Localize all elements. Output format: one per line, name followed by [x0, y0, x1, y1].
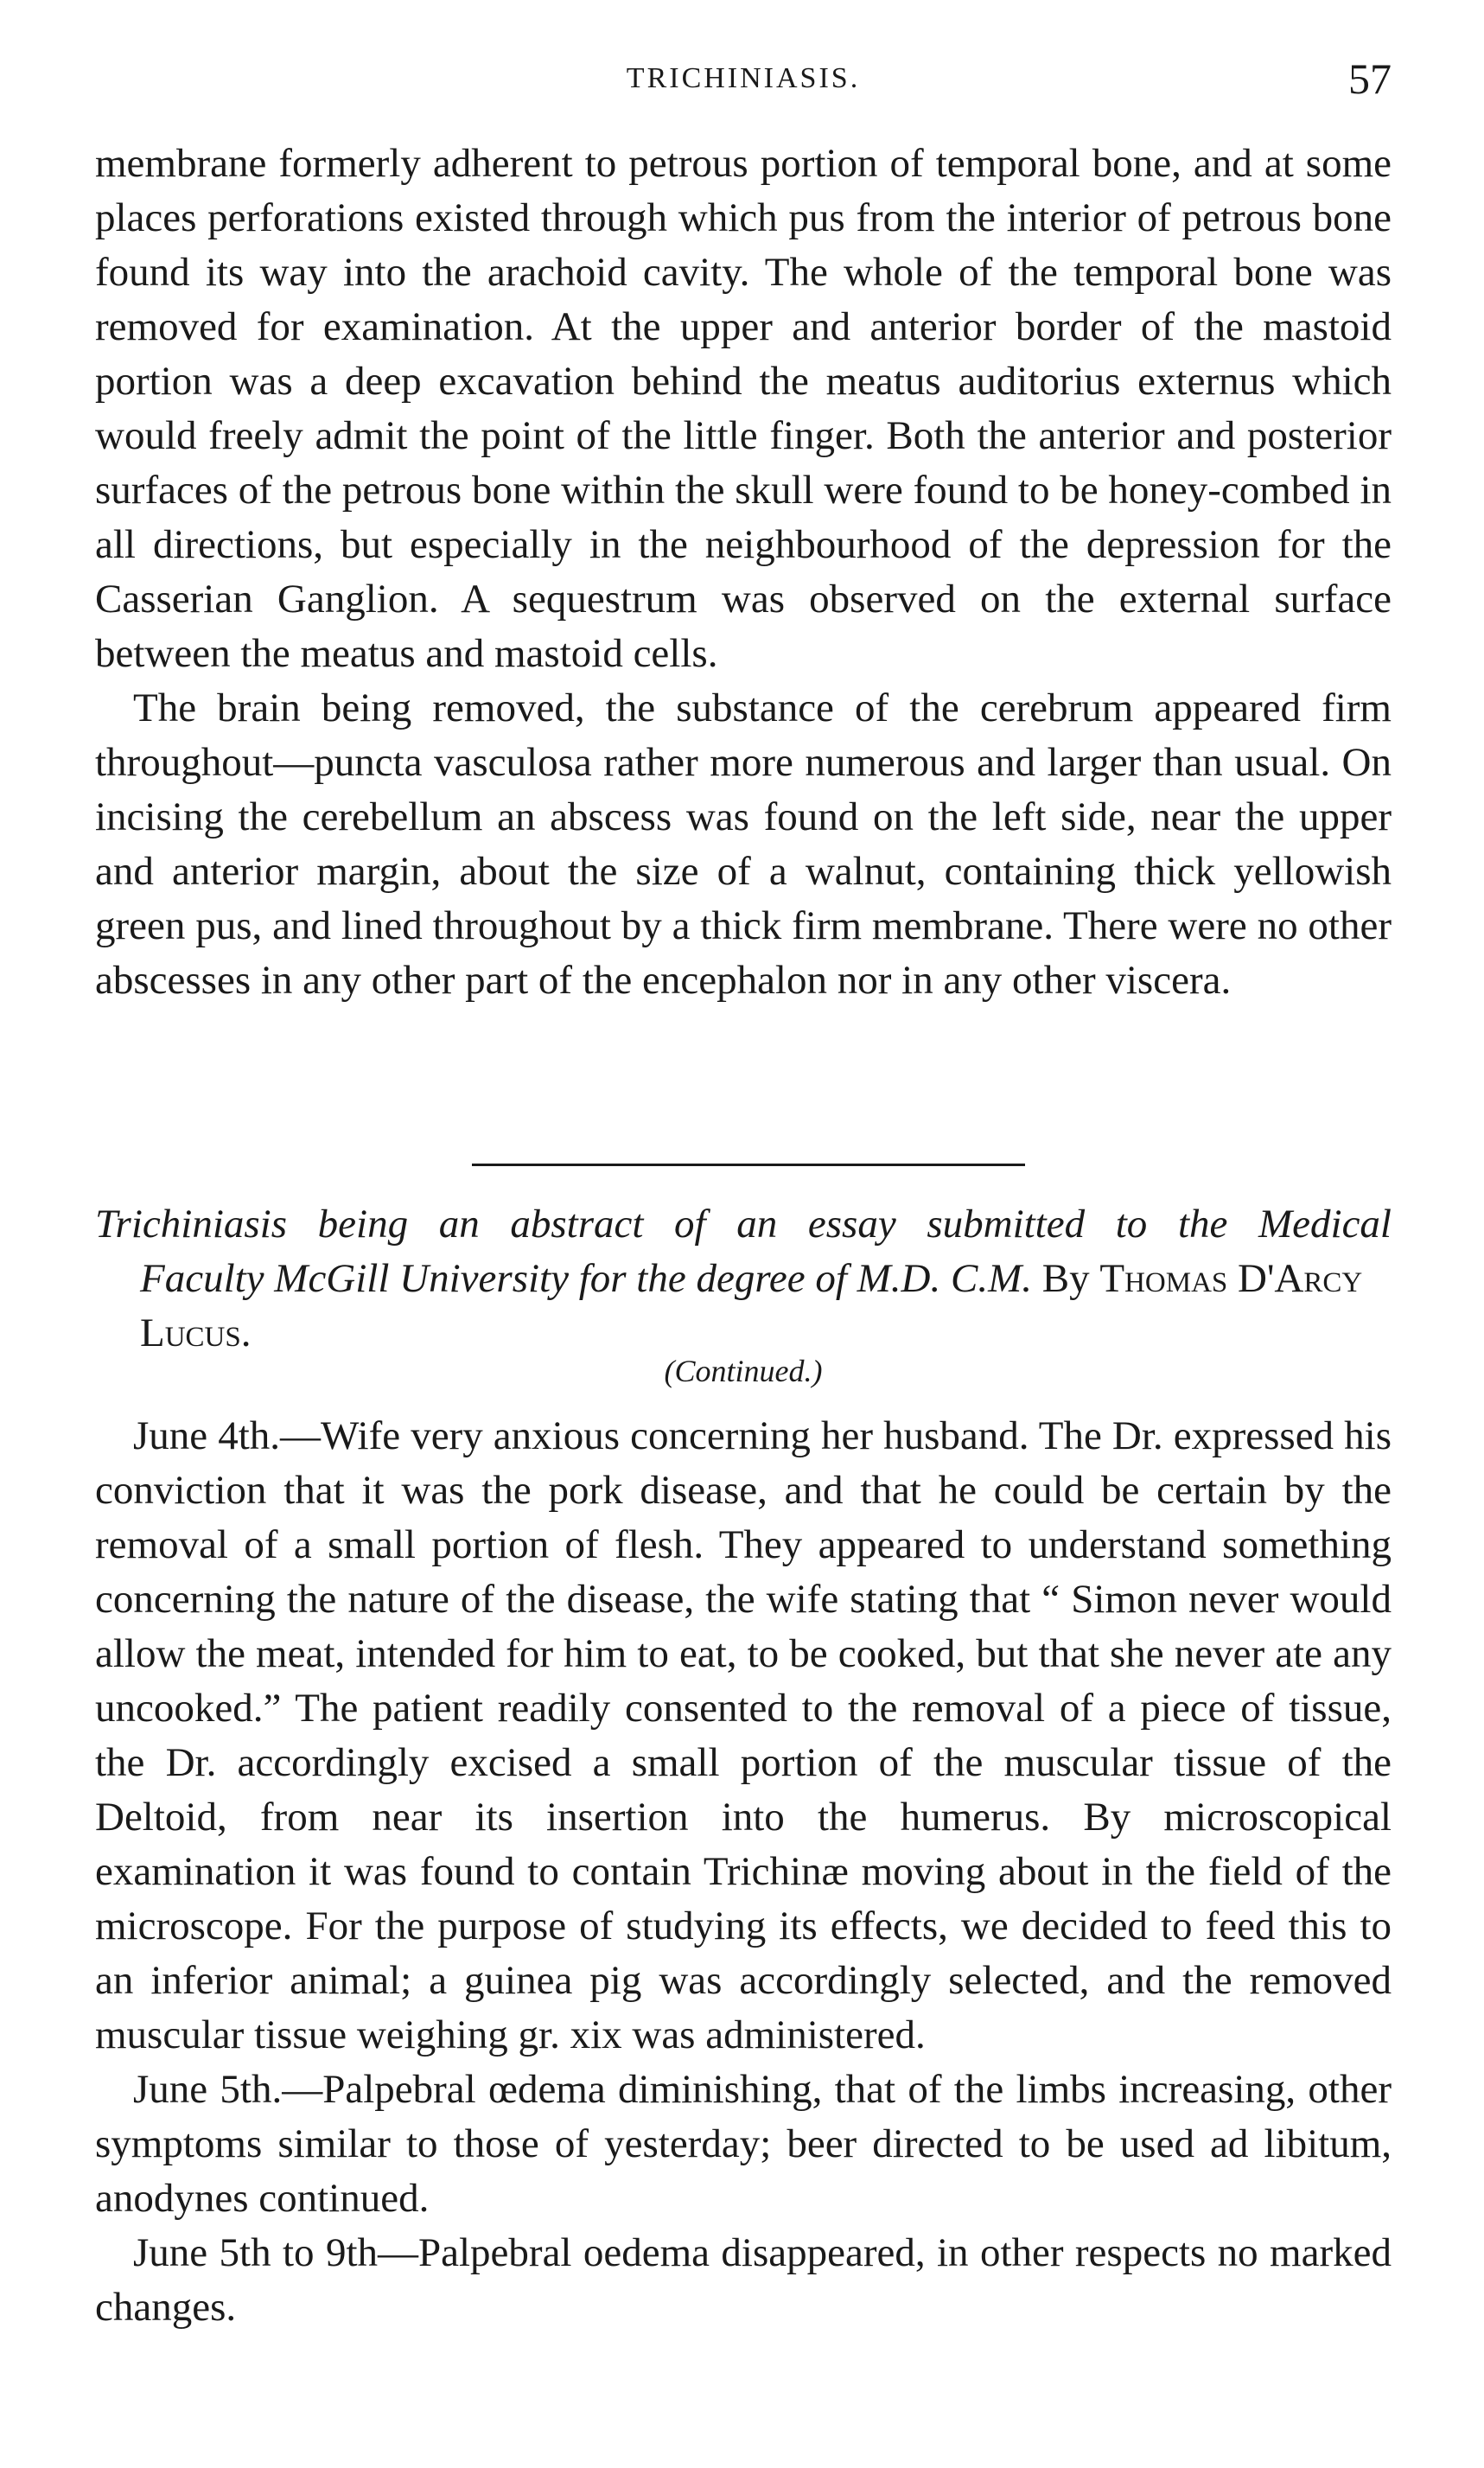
paragraph-temporal-bone: membrane formerly adherent to petrous portion of temporal bone, and at some places perforations existed through which pus from the interior of petrous bone found its way into the arachoid cavity. The whole of the temporal bone was removed for examination. At the upper and anterior border of the mastoid portion was a deep excavation behind the meatus auditorius externus which would freely admit the point of the little finger. Both the anterior and posterior surfaces of the petrous bone within the skull were found to be honey-combed in all directions, but especially in the neighbourhood of the depression for the Casserian Ganglion. A sequestrum was observed on the external surface between the meatus and mastoid cells.	[95, 141, 1392, 676]
paragraph-june-5: June 5th.—Palpebral œdema diminishing, that of the limbs increasing, other symptoms similar to those of yesterday; beer directed to be used ad libitum, anodynes continued.	[95, 2067, 1392, 2221]
running-title: TRICHINIASIS.	[626, 62, 861, 94]
case-report-continuation	[95, 137, 1392, 1008]
page-number: 57	[1348, 54, 1392, 103]
article-heading	[95, 1197, 1392, 1361]
continued-label: (Continued.)	[664, 1354, 823, 1388]
by-label: By	[1041, 1256, 1090, 1301]
article-title-italic: Faculty McGill University for the degree of M.D. C.M.	[140, 1256, 1033, 1301]
running-head	[95, 54, 1392, 105]
paragraph-brain-examination: The brain being removed, the substance of the cerebrum appeared firm throughout—puncta vasculosa rather more numerous and larger than usual. On incising the cerebellum an abscess was found on the left side, near the upper and anterior margin, about the size of a walnut, containing thick yellowish green pus, and lined throughout by a thick firm membrane. There were no other abscesses in any other part of the encephalon nor in any other viscera.	[95, 686, 1392, 1003]
paragraph-june-5-to-9: June 5th to 9th—Palpebral oedema disappeared, in other respects no marked changes.	[95, 2230, 1392, 2330]
section-divider	[472, 1164, 1025, 1166]
author-name: Thomas D'Arcy Lucus.	[140, 1256, 1363, 1355]
article-title-line1: Trichiniasis being an abstract of an essay submitted to the Medical	[95, 1202, 1392, 1247]
case-notes	[95, 1409, 1392, 2335]
paragraph-june-4: June 4th.—Wife very anxious concerning her husband. The Dr. expressed his conviction that it was the pork disease, and that he could be certain by the removal of a small portion of flesh. They appeared to understand something concerning the nature of the disease, the wife stating that “ Simon never would allow the meat, intended for him to eat, to be cooked, but that she never ate any uncooked.” The patient readily consented to the removal of a piece of tissue, the Dr. accordingly excised a small portion of the muscular tissue of the Deltoid, from near its insertion into the humerus. By microscopical examination it was found to contain Trichinæ moving about in the field of the microscope. For the purpose of studying its effects, we decided to feed this to an inferior animal; a guinea pig was accordingly selected, and the removed muscular tissue weighing gr. xix was administered.	[95, 1413, 1392, 2057]
article-title-line2	[95, 1252, 1392, 1361]
